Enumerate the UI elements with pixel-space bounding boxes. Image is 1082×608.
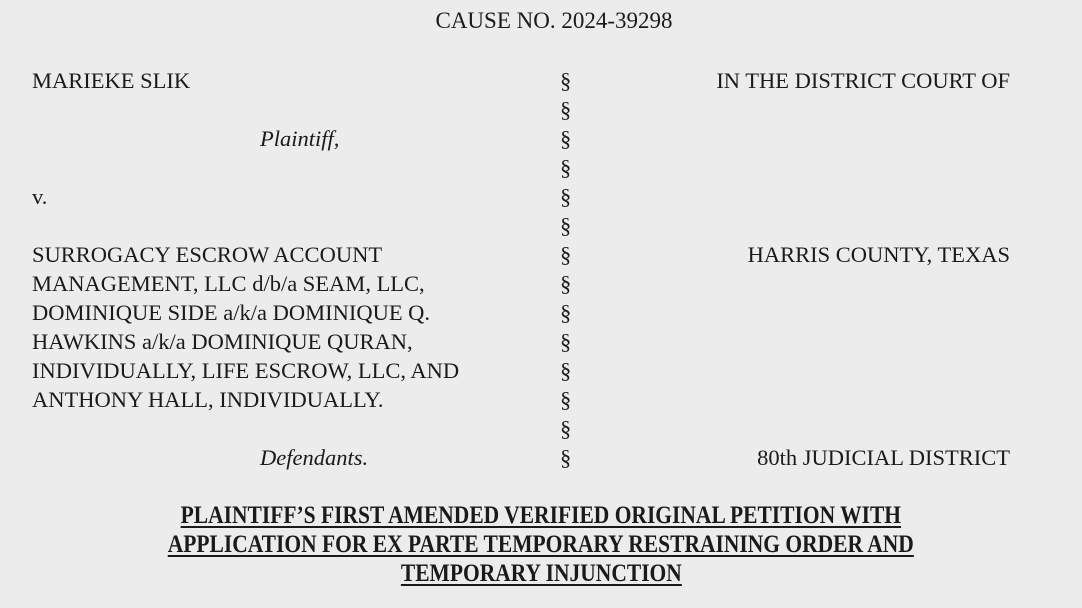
section-symbol: § bbox=[560, 445, 572, 470]
caption-row bbox=[0, 182, 1082, 211]
title-line: APPLICATION FOR EX PARTE TEMPORARY RESTRAINING ORDER AND bbox=[167, 531, 915, 558]
section-symbol: § bbox=[560, 97, 572, 122]
section-symbol: § bbox=[560, 387, 572, 412]
caption-row bbox=[0, 153, 1082, 182]
section-symbol: § bbox=[560, 155, 572, 180]
section-symbol: § bbox=[560, 329, 572, 354]
caption-row bbox=[0, 95, 1082, 124]
section-symbol: § bbox=[560, 184, 572, 209]
section-symbol: § bbox=[560, 300, 572, 325]
party-text: DOMINIQUE SIDE a/k/a DOMINIQUE Q. bbox=[32, 300, 431, 325]
party-text: Plaintiff, bbox=[260, 126, 340, 151]
caption-row bbox=[0, 356, 1082, 385]
section-symbol: § bbox=[560, 213, 572, 238]
court-text: IN THE DISTRICT COURT OF bbox=[716, 68, 1010, 93]
caption-row bbox=[0, 240, 1082, 269]
title-line: PLAINTIFF’S FIRST AMENDED VERIFIED ORIGINAL PETITION WITH bbox=[180, 502, 902, 529]
party-text: MARIEKE SLIK bbox=[32, 68, 191, 93]
party-text: INDIVIDUALLY, LIFE ESCROW, LLC, AND bbox=[32, 358, 460, 383]
section-symbol: § bbox=[560, 271, 572, 296]
caption-row bbox=[0, 385, 1082, 414]
caption-row bbox=[0, 327, 1082, 356]
court-text: HARRIS COUNTY, TEXAS bbox=[747, 242, 1010, 267]
caption-row bbox=[0, 443, 1082, 472]
party-text: SURROGACY ESCROW ACCOUNT bbox=[32, 242, 383, 267]
section-symbol: § bbox=[560, 358, 572, 383]
caption-row bbox=[0, 124, 1082, 153]
party-text: MANAGEMENT, LLC d/b/a SEAM, LLC, bbox=[32, 271, 425, 296]
court-text: 80th JUDICIAL DISTRICT bbox=[757, 445, 1010, 470]
caption-row bbox=[0, 66, 1082, 95]
caption-row bbox=[0, 269, 1082, 298]
caption-row bbox=[0, 298, 1082, 327]
section-symbol: § bbox=[560, 68, 572, 93]
party-text: ANTHONY HALL, INDIVIDUALLY. bbox=[32, 387, 384, 412]
caption-row bbox=[0, 211, 1082, 240]
title-line: TEMPORARY INJUNCTION bbox=[400, 560, 682, 587]
section-symbol: § bbox=[560, 416, 572, 441]
cause-number: CAUSE NO. 2024-39298 bbox=[435, 8, 673, 33]
section-symbol: § bbox=[560, 126, 572, 151]
caption-row bbox=[0, 414, 1082, 443]
document-title bbox=[0, 501, 1082, 588]
party-text: Defendants. bbox=[260, 445, 369, 470]
party-text: HAWKINS a/k/a DOMINIQUE QURAN, bbox=[32, 329, 413, 354]
party-text: v. bbox=[32, 184, 48, 209]
section-symbol: § bbox=[560, 242, 572, 267]
